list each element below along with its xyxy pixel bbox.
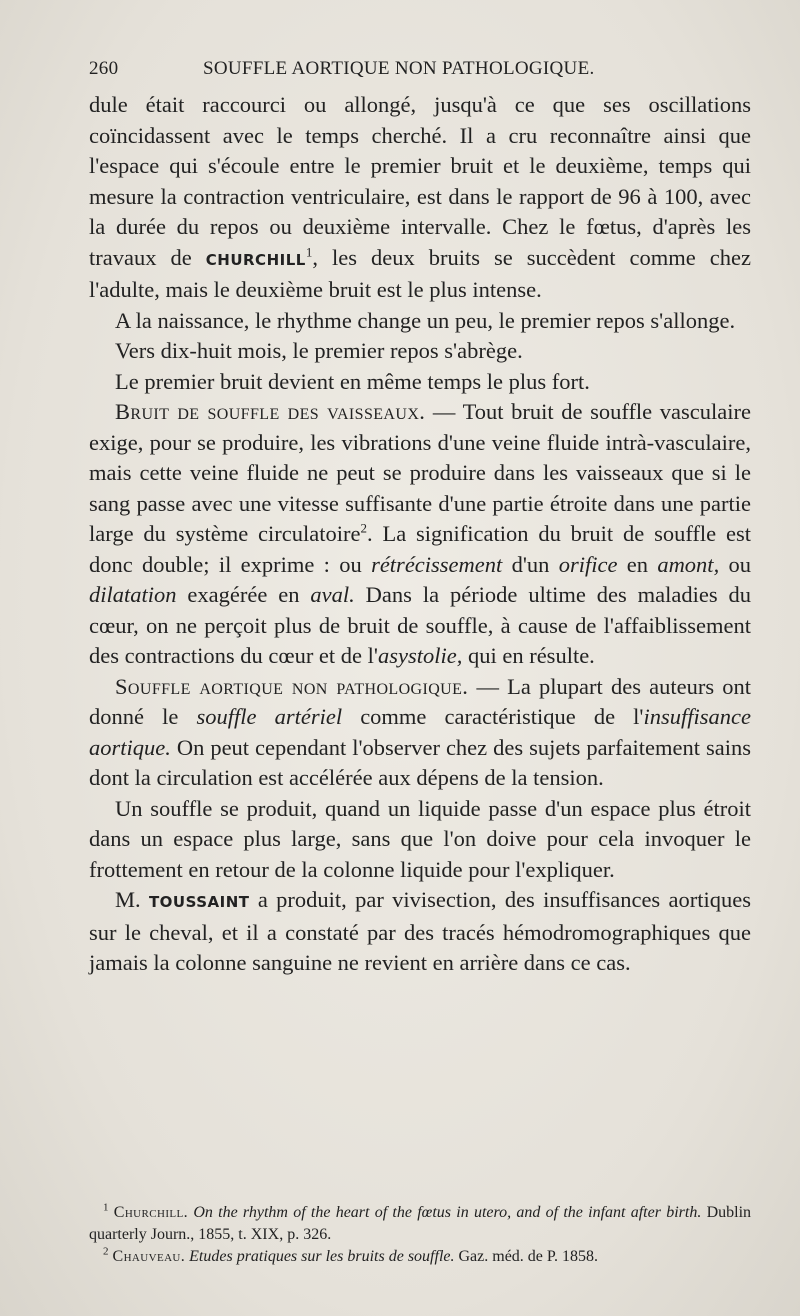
paragraph-5: Bruit de souffle des vaisseaux. — Tout bruit de souffle vasculaire exige, pour se produire, les vibrations d'une veine fluide intrà-vasculaire, mais cette veine fluide ne peut se produire dans les vaisseaux que si le sang passe avec une vitesse suffisante d'une partie étroite dans une partie large du système circulatoire$^2$. La signification du bruit de souffle est donc double; il exprime : ou rétrécissement d'un orifice en amont, ou dilatation exagérée en aval. Dans la période ultime des maladies du cœur, on ne perçoit plus de bruit de souffle, à cause de l'affaiblissement des contractions du cœur et de l'asystolie, qui en résulte. [89,399,751,668]
author-name-churchill: CHURCHILL [205,250,306,269]
footnote-ref-2: 2 [360,520,367,536]
footnote-ref-1: 1 [305,244,313,259]
section-heading-bruit: Bruit de souffle des vaisseaux. [115,399,426,424]
running-title: SOUFFLE AORTIQUE NON PATHOLOGIQUE. [203,58,595,79]
section-heading-souffle: Souffle aortique non pathologique. [115,673,469,699]
paragraph-1: dule était raccourci ou allongé, jusqu'à ce que ses oscillations coïncidassent avec le temps cherché. Il a cru reconnaître ainsi que l'espace qui s'écoule entre le premier bruit et le deuxième, temps qui mesure la contraction ventriculaire, est dans le rapport de 96 à 100, avec la durée du repos ou deuxième intervalle. Chez le fœtus, d'après les travaux de CHURCHILL$^1$, les deux bruits se succèdent comme chez l'adulte, mais le deuxième bruit est le plus intense. [89,92,751,302]
page-number: 260 [89,58,119,79]
footnotes [89,1202,751,1268]
paragraph-8: M. TOUSSAINT a produit, par vivisection, des insuffisances aortiques sur le cheval, et il a constaté par des tracés hémodromographiques que jamais la colonne sanguine ne revient en arrière dans ce cas. [89,887,751,975]
paragraph-2: A la naissance, le rhythme change un peu, le premier repos s'allonge. [115,307,736,333]
paragraph-3: Vers dix-huit mois, le premier repos s'abrège. [115,338,523,363]
footnote-1: $^1$ Churchill. On the rhythm of the heart of the fœtus in utero, and of the infant after birth. Dublin quarterly Journ., 1855, t. XIX, p. 326. [89,1201,752,1243]
author-name-toussaint: TOUSSAINT [148,893,250,911]
paragraph-4: Le premier bruit devient en même temps le plus fort. [115,368,590,394]
footnote-2: $^2$ Chauveau. Etudes pratiques sur les bruits de souffle. Gaz. méd. de P. 1858. [103,1245,599,1265]
paragraph-6: Souffle aortique non pathologique. — La plupart des auteurs ont donné le souffle artériel comme caractéristique de l'insuffisance aortique. On peut cependant l'observer chez des sujets parfaitement sains dont la circulation est accélérée aux dépens de la tension. [89,673,751,790]
body-text [89,90,751,979]
paragraph-7: Un souffle se produit, quand un liquide passe d'un espace plus étroit dans un espace plus large, sans que l'on doive pour cela invoquer le frottement en retour de la colonne liquide pour l'expliquer. [89,795,751,882]
page-header [89,58,758,88]
